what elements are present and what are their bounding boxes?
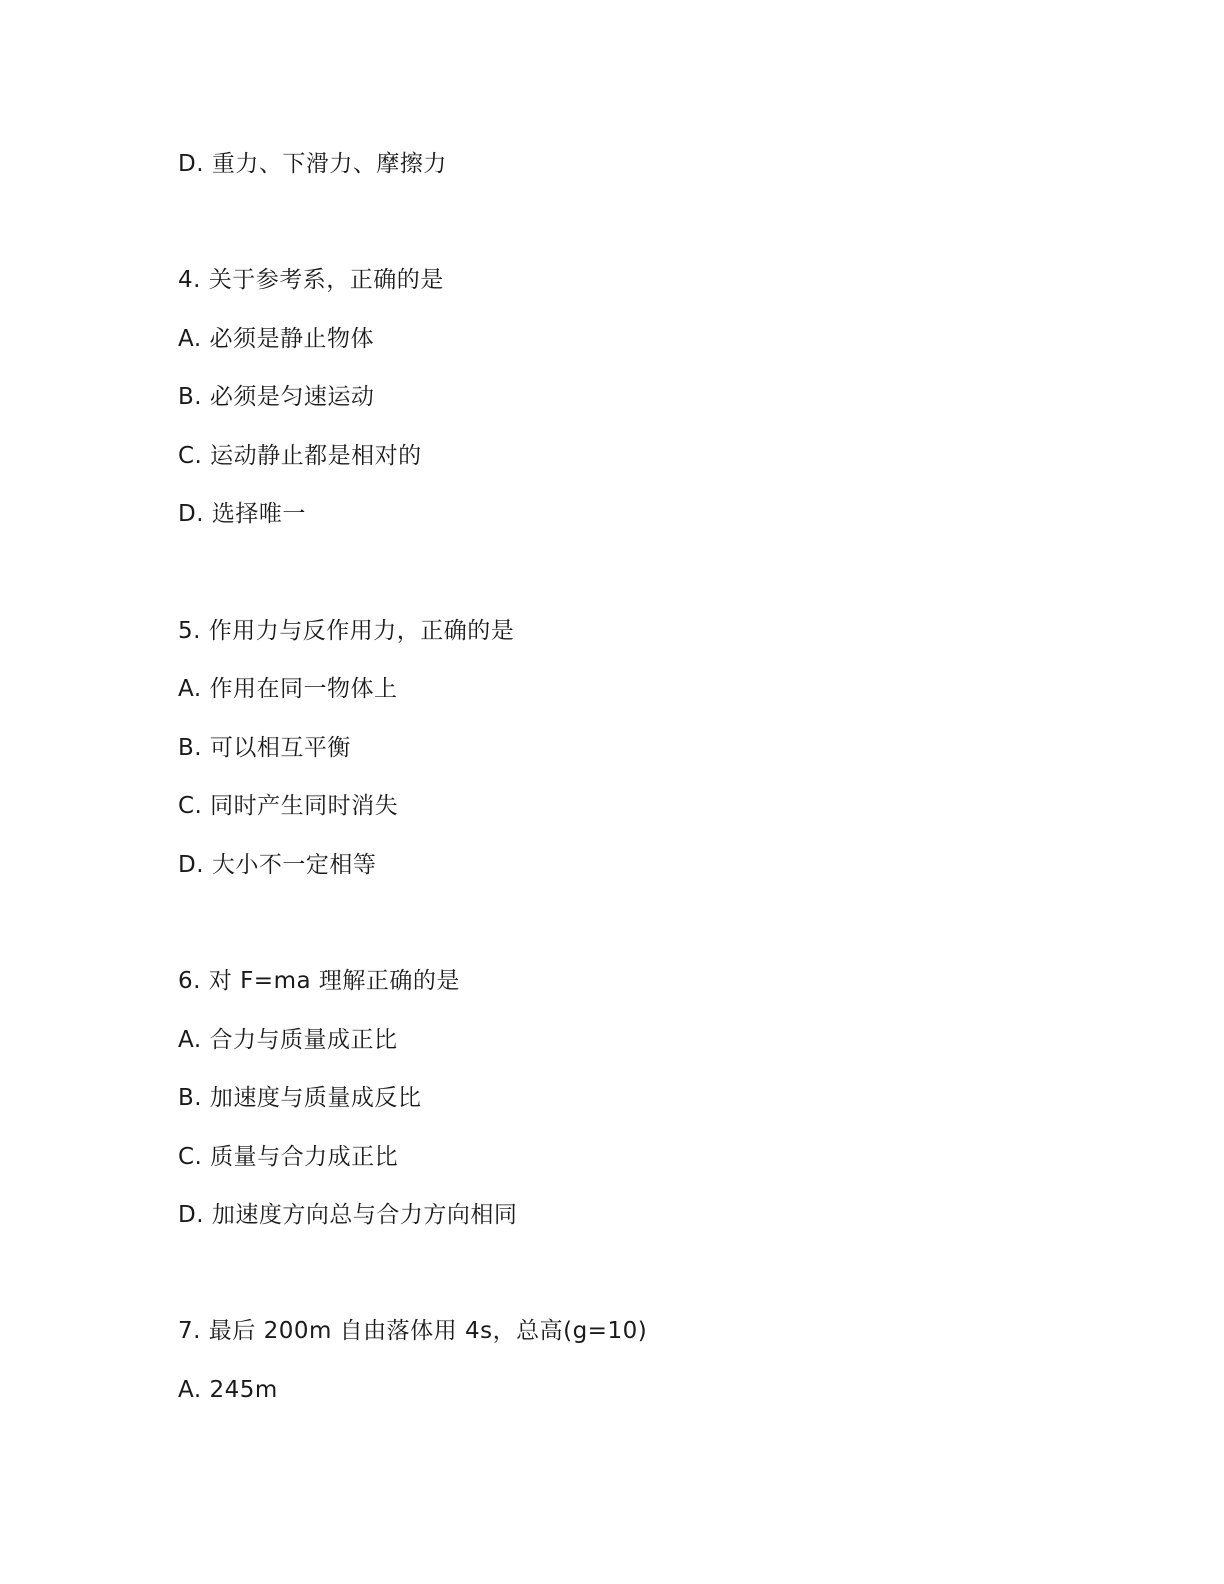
- q4-option-a: A. 必须是静止物体: [178, 326, 374, 352]
- q7-question: 7. 最后 200m 自由落体用 4s，总高(g=10): [178, 1318, 648, 1344]
- q6-option-a: A. 合力与质量成正比: [178, 1027, 398, 1053]
- q5-option-d: D. 大小不一定相等: [178, 852, 377, 878]
- q7-option-a: A. 245m: [178, 1377, 278, 1403]
- q4-option-c: C. 运动静止都是相对的: [178, 443, 422, 469]
- q5-option-b: B. 可以相互平衡: [178, 735, 351, 761]
- q4-option-d: D. 选择唯一: [178, 501, 306, 527]
- q3-option-d: D. 重力、下滑力、摩擦力: [178, 151, 447, 177]
- q4-option-b: B. 必须是匀速运动: [178, 384, 375, 410]
- q5-option-a: A. 作用在同一物体上: [178, 676, 398, 702]
- q4-question: 4. 关于参考系，正确的是: [178, 267, 444, 293]
- q6-option-d: D. 加速度方向总与合力方向相同: [178, 1202, 518, 1228]
- q5-question: 5. 作用力与反作用力，正确的是: [178, 618, 515, 644]
- q6-option-c: C. 质量与合力成正比: [178, 1144, 399, 1170]
- q5-option-c: C. 同时产生同时消失: [178, 793, 399, 819]
- q6-option-b: B. 加速度与质量成反比: [178, 1085, 422, 1111]
- q6-question: 6. 对 F=ma 理解正确的是: [178, 968, 460, 994]
